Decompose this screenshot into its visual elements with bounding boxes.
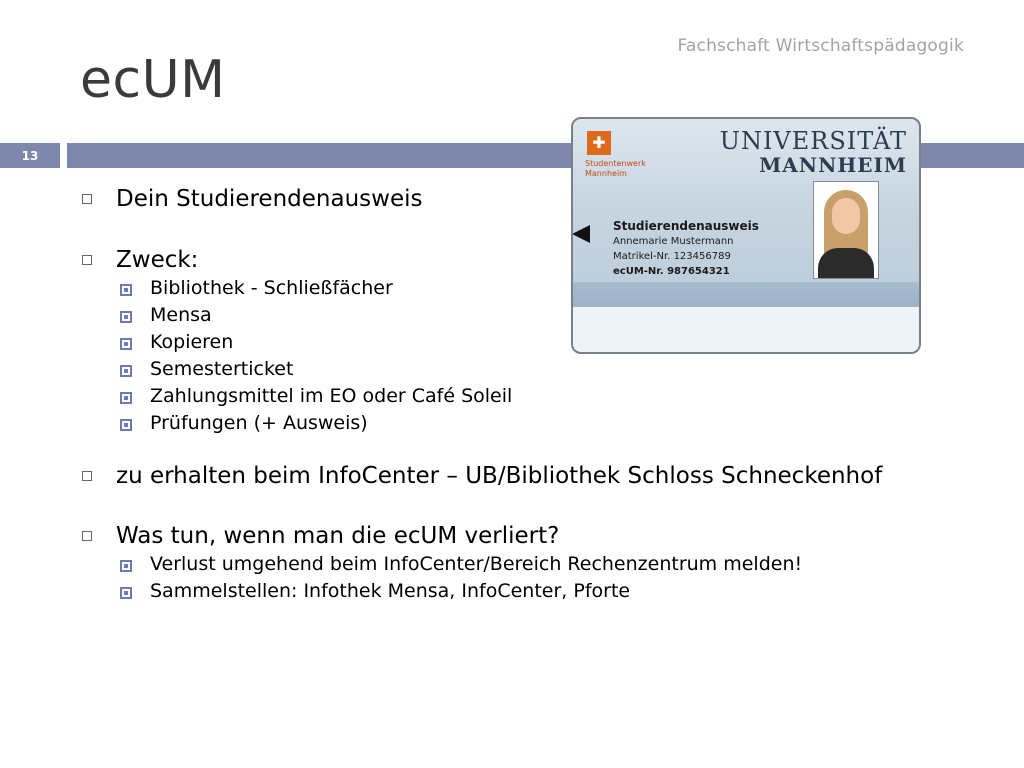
bullet-2-text: Zweck: xyxy=(116,247,199,273)
card-logo-line2: Mannheim xyxy=(585,169,627,178)
bullet-square-icon xyxy=(82,255,92,265)
sub-bullet xyxy=(80,302,960,329)
bullet-square-icon xyxy=(82,194,92,204)
sub-bullet-icon xyxy=(120,560,132,572)
bullet-4 xyxy=(80,521,960,551)
slide-title: ecUM xyxy=(80,50,226,110)
bullet-4-text: Was tun, wenn man die ecUM verliert? xyxy=(116,523,560,549)
sub-bullet-text: Mensa xyxy=(150,304,212,326)
bullet-2 xyxy=(80,245,960,275)
sub-bullet-icon xyxy=(120,587,132,599)
sub-bullet xyxy=(80,383,960,410)
sub-bullet-icon xyxy=(120,365,132,377)
card-university xyxy=(720,127,907,177)
sub-bullet-icon xyxy=(120,419,132,431)
bullet-1-text: Dein Studierendenausweis xyxy=(116,186,423,212)
card-logo-line1: Studentenwerk xyxy=(585,159,646,168)
card-uni-line2: MANNHEIM xyxy=(759,153,907,177)
sub-bullet-icon xyxy=(120,392,132,404)
card-name: Annemarie Mustermann xyxy=(613,236,734,247)
bullet-square-icon xyxy=(82,531,92,541)
card-ecum: ecUM-Nr. 987654321 xyxy=(613,266,730,277)
sub-bullet xyxy=(80,410,960,437)
bullet-3 xyxy=(80,461,960,491)
sub-bullet-icon xyxy=(120,284,132,296)
sub-bullet-text: Sammelstellen: Infothek Mensa, InfoCenter, Pforte xyxy=(150,580,631,602)
bullet-square-icon xyxy=(82,471,92,481)
sub-bullet-icon xyxy=(120,338,132,350)
header-org: Fachschaft Wirtschaftspädagogik xyxy=(677,36,964,56)
sub-list-zweck xyxy=(80,275,960,437)
sub-bullet-icon xyxy=(120,311,132,323)
slide-number: 13 xyxy=(0,143,60,168)
sub-bullet xyxy=(80,275,960,302)
bullet-1 xyxy=(80,184,960,214)
sub-bullet-text: Zahlungsmittel im EO oder Café Soleil xyxy=(150,385,513,407)
card-studentenwerk xyxy=(585,159,646,179)
sub-bullet-text: Verlust umgehend beim InfoCenter/Bereich Rechenzentrum melden! xyxy=(150,553,803,575)
studentenwerk-logo-icon: ✚ xyxy=(587,131,611,155)
card-uni-line1: UNIVERSITÄT xyxy=(719,127,907,155)
sub-bullet-text: Prüfungen (+ Ausweis) xyxy=(150,412,368,434)
card-title: Studierendenausweis xyxy=(613,219,759,233)
sub-bullet-text: Kopieren xyxy=(150,331,234,353)
slide-content xyxy=(80,184,960,605)
sub-bullet xyxy=(80,329,960,356)
sub-bullet xyxy=(80,578,960,605)
sub-bullet xyxy=(80,551,960,578)
bullet-3-text: zu erhalten beim InfoCenter – UB/Bibliothek Schloss Schneckenhof xyxy=(116,463,883,489)
sub-list-verlust xyxy=(80,551,960,605)
sub-bullet xyxy=(80,356,960,383)
sub-bullet-text: Bibliothek - Schließfächer xyxy=(150,277,393,299)
card-matrikel: Matrikel-Nr. 123456789 xyxy=(613,251,731,262)
sub-bullet-text: Semesterticket xyxy=(150,358,294,380)
